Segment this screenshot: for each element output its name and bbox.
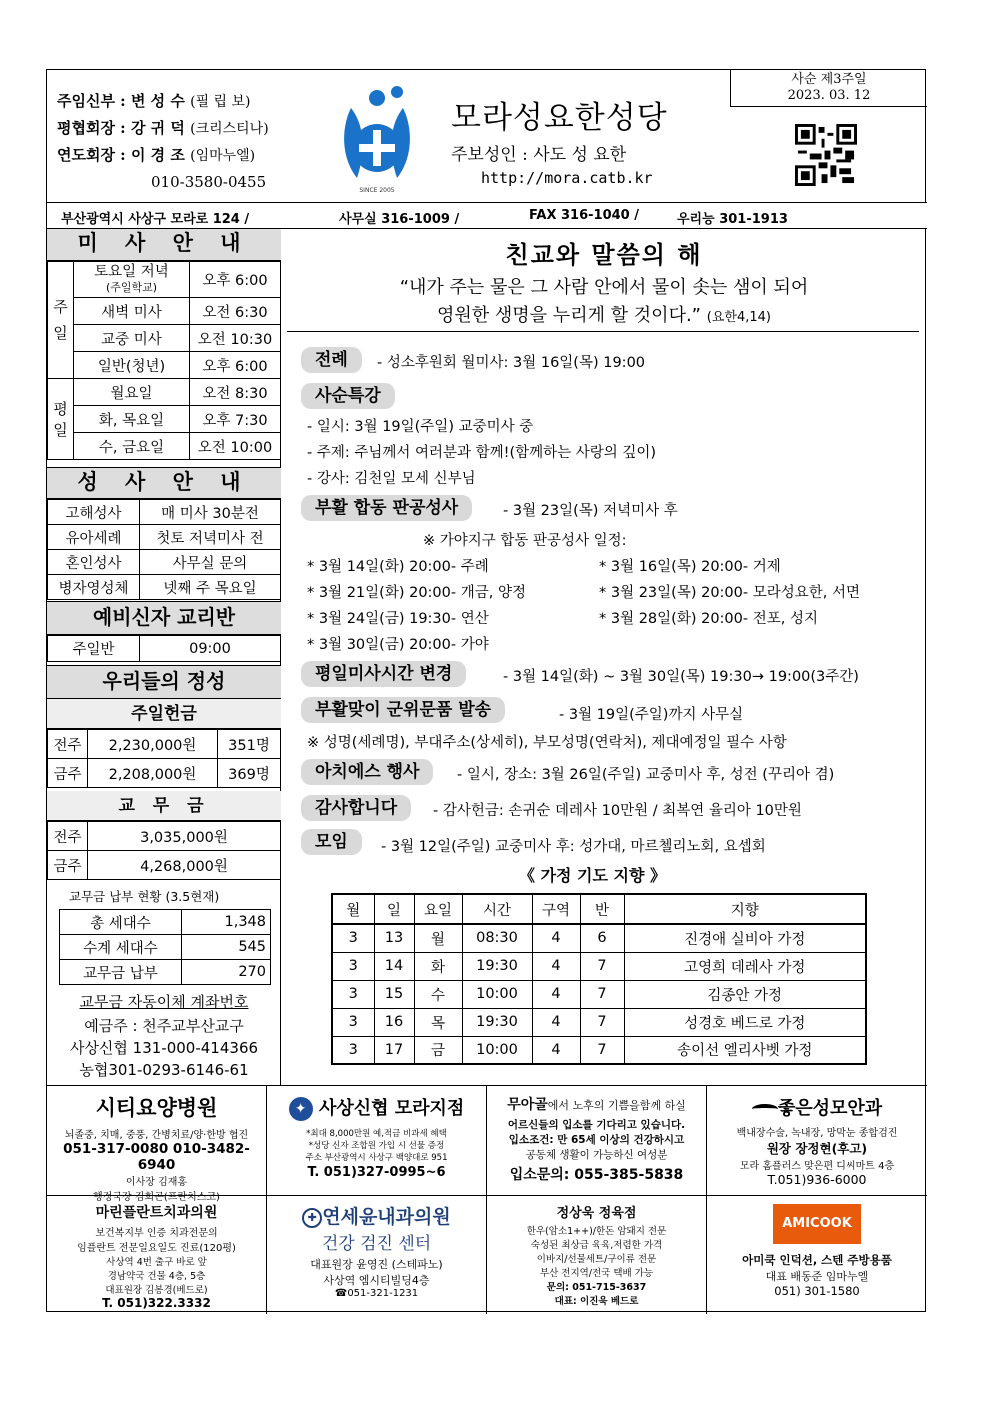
liturgical-week: 사순 제3주일 (791, 72, 867, 87)
section-meeting: 모임 (301, 829, 362, 855)
table-cell: 3 (332, 924, 374, 952)
table-cell: 17 (374, 1036, 414, 1064)
table-cell: 10:00 (462, 1036, 532, 1064)
mass-row: 월요일 (74, 379, 190, 406)
sacrament-name: 혼인성사 (48, 550, 140, 575)
staff-council: 평협회장 : 강 귀 덕 (크리스티나) (57, 119, 269, 137)
ad-credit-union[interactable]: ✦ 사상신협 모라지점 *최대 8,000만원 예,적금 비과세 혜택 *성당 신자 조합원 가입 시 선물 증정 주소 부산광역시 사상구 백양대로 951 T. 051)327-0995~6 (267, 1086, 487, 1195)
sacrament-info: 넷째 주 목요일 (140, 575, 281, 600)
account-title: 교무금 자동이체 계좌번호 (79, 993, 249, 1011)
right-column: 친교와 말씀의 해 “내가 주는 물은 그 사람 안에서 물이 솟는 샘이 되어 영원한 생명을 누리게 할 것이다.” (요한4,14) 전례 - 성소후원회 월미사: 3월 16일(목) 19:00 사순특강 - 일시: 3월 19일(주일) 교중미사 중 - 주제: 주님께서 여러분과 함께!(함께하는 사랑의 깊이) - 강사: 김천일 모세 신부님 부활 합동 판공성사 - 3월 23일(목) 저녁미사 후 ※ 가야지구 합동 판공성사 일정: * 3월 14일(화) 20:00- 주례 * 3월 16일(목) 20:00- 거제 * 3월 21일(화) 20:00- 개금, 양정 * 3월 23일(목) 20:00- 모라성요한, 서면 * 3월 24일(금) 19:30- 연산 * 3월 28일(화) 20:00- 전포, 성지 * 3월 30일(금) 20:00- 가야 평일미사시간 변경 - 3월 14일(화) ~ 3월 30일(목) 19:30→ 19:00(3주간) 부활맞이 군위문품 발송 - 3월 19일(주일)까지 사무실 ※ 성명(세례명), 부대주소(상세히), 부모성명(연락처), 제대예정일 필수 사항 아치에스 행사 - 일시, 장소: 3월 26일(주일) 교중미사 후, 성전 (꾸리아 겸) 감사합니다 - 감사헌금: 손귀순 데레사 10만원 / 최복연 율리아 10만원 모임 - 3월 12일(주일) 교중미사 후: 성가대, 마르첼리노회, 요셉회 《 가정 기도 지향 》 월 일 요일 시간 구역 반 지향 3 13 월 08:30 4 6 진경애 실비아 가정 3 14 화 19:30 4 7 고영희 데레사 가정 3 15 수 10:00 4 7 김종안 가정 3 16 목 19:30 4 7 성경호 베드로 가정 3 17 금 10:00 4 7 송이선 엘리사벳 가정 (281, 229, 927, 1085)
table-row (332, 924, 866, 952)
sacrament-name: 고해성사 (48, 500, 140, 525)
staff-priest: 주임신부 : 변 성 수 (필 립 보) (57, 92, 251, 110)
bulletin-page (46, 69, 926, 1312)
prayer-table (331, 893, 867, 1065)
fax-number: FAX 316-1040 / (529, 208, 639, 223)
mass-time: 오전 10:30 (190, 325, 281, 352)
mass-time: 오후 6:00 (190, 262, 281, 298)
table-header: 월 일 요일 시간 구역 반 지향 (332, 894, 866, 924)
table-cell: 성경호 베드로 가정 (624, 1008, 866, 1036)
section-lenten-lecture: 사순특강 (301, 383, 395, 409)
table-cell: 19:30 (462, 1008, 532, 1036)
table-cell: 수 (414, 980, 462, 1008)
staff-list (57, 88, 269, 195)
dues-title: 교 무 금 (47, 791, 281, 821)
mass-time: 오후 7:30 (190, 406, 281, 433)
amicook-logo: AMICOOK (773, 1204, 861, 1244)
catechumen-time: 09:00 (140, 636, 281, 662)
mass-time: 오후 6:00 (190, 352, 281, 379)
table-cell: 7 (580, 1036, 624, 1064)
table-cell: 3 (332, 980, 374, 1008)
phone-icon: ☎ (334, 1288, 348, 1299)
clinic-logo-icon: ✚ (302, 1208, 322, 1228)
section-confession: 부활 합동 판공성사 (301, 495, 472, 521)
section-liturgy: 전례 (301, 347, 362, 373)
liturgy-text: - 성소후원회 월미사: 3월 16일(목) 19:00 (377, 355, 646, 371)
confession-note: ※ 가야지구 합동 판공성사 일정: (423, 533, 627, 549)
ad-nursing-home[interactable]: 무아골에서 노후의 기쁨을함께 하실 어르신들의 입소를 기다리고 있습니다. 입소조건: 만 65세 이상의 건강하시고 공동체 생활이 가능하신 여성분 입소문의: 055-385-5838 (487, 1086, 707, 1195)
table-cell: 금 (414, 1036, 462, 1064)
sacrament-title: 성 사 안 내 (47, 467, 281, 499)
credit-union-title: ✦ 사상신협 모라지점 (267, 1094, 486, 1121)
table-cell: 6 (580, 924, 624, 952)
table-cell: 14 (374, 952, 414, 980)
table-cell: 진경애 실비아 가정 (624, 924, 866, 952)
table-cell: 고영희 데레사 가정 (624, 952, 866, 980)
eye-logo-icon (752, 1104, 778, 1114)
table-row (332, 980, 866, 1008)
verse-line-1: “내가 주는 물은 그 사람 안에서 물이 솟는 샘이 되어 (399, 277, 809, 298)
sacrament-info: 사무실 문의 (140, 550, 281, 575)
verse-line-2: 영원한 생명을 누리게 할 것이다.” (요한4,14) (437, 305, 771, 326)
mass-table (47, 261, 281, 460)
bulletin-header (47, 70, 927, 203)
table-cell: 4 (532, 952, 580, 980)
svg-text:SINCE 2005: SINCE 2005 (359, 187, 395, 194)
qr-code-icon[interactable] (795, 124, 857, 186)
table-cell: 4 (532, 1008, 580, 1036)
section-weekday-change: 평일미사시간 변경 (301, 661, 466, 687)
table-cell: 7 (580, 980, 624, 1008)
table-cell: 3 (332, 1036, 374, 1064)
address: 부산광역시 사상구 모라로 124 / (61, 212, 250, 227)
staff-prayer: 연도회장 : 이 경 조 (임마누엘) (57, 146, 256, 164)
section-acies: 아치에스 행사 (301, 759, 433, 785)
table-cell: 7 (580, 952, 624, 980)
mass-title: 미 사 안 내 (47, 229, 281, 261)
mass-time: 오전 6:30 (190, 298, 281, 325)
dues-status-title: 교무금 납부 현황 (3.5현재) (69, 889, 220, 904)
weekday-label: 평일 (48, 379, 74, 460)
bulletin-date: 2023. 03. 12 (787, 88, 871, 103)
credit-union-logo-icon: ✦ (289, 1097, 313, 1121)
ads-section (47, 1085, 927, 1313)
prayer-title: 《 가정 기도 지향 》 (519, 866, 667, 885)
sacrament-name: 유아세례 (48, 525, 140, 550)
sunday-offering-table: 전주 2,230,000원 351명 금주 2,208,000원 369명 (47, 729, 281, 788)
table-row (332, 1008, 866, 1036)
year-title: 친교와 말씀의 해 (505, 240, 703, 269)
table-cell: 4 (532, 1036, 580, 1064)
mass-row: 교중 미사 (74, 325, 190, 352)
left-column (47, 229, 281, 1085)
ad-butcher[interactable]: 정상욱 정육점 한우(암소1++)/한돈 암돼지 전문 숙성된 최상급 육육,저렴한 가격 이바지/선물세트/구이류 전문 부산 전지역/전국 택배 가능 문의: 051-715-3637 대표: 이진욱 베드로 (487, 1196, 707, 1314)
mass-row: 새벽 미사 (74, 298, 190, 325)
church-name: 모라성요한성당 (451, 100, 668, 136)
table-cell: 목 (414, 1008, 462, 1036)
table-cell: 화 (414, 952, 462, 980)
catechumen-label: 주일반 (48, 636, 140, 662)
office-phone: 사무실 316-1009 / (339, 212, 460, 227)
section-thanks: 감사합니다 (301, 795, 411, 821)
table-row (332, 952, 866, 980)
ad-eye-clinic[interactable]: 좋은성모안과 백내장수술, 녹내장, 망막눈 종합검진 원장 장정현(후고) 모라 홈플러스 맞은편 디씨마트 4층 T.051)936-6000 (736, 1098, 898, 1187)
table-cell: 7 (580, 1008, 624, 1036)
church-logo (337, 78, 417, 198)
date-box (730, 70, 927, 107)
sacrament-info: 첫토 저녁미사 전 (140, 525, 281, 550)
table-cell: 19:30 (462, 952, 532, 980)
sunday-offering-title: 주일헌금 (47, 699, 281, 729)
catechumen-table (47, 635, 281, 662)
table-cell: 3 (332, 952, 374, 980)
dues-status-table: 총 세대수 1,348 수계 세대수 545 교무금 납부 270 (59, 909, 271, 985)
zip-code: 우리능 301-1913 (677, 212, 788, 227)
mass-time: 오전 8:30 (190, 379, 281, 406)
offering-title: 우리들의 정성 (47, 665, 281, 699)
table-cell: 3 (332, 1008, 374, 1036)
sacrament-name: 병자영성체 (48, 575, 140, 600)
sacrament-info: 매 미사 30분전 (140, 500, 281, 525)
mass-row: 수, 금요일 (74, 433, 190, 460)
church-url[interactable]: http://mora.catb.kr (481, 169, 653, 187)
table-cell: 10:00 (462, 980, 532, 1008)
mass-row: 일반(청년) (74, 352, 190, 379)
table-cell: 15 (374, 980, 414, 1008)
section-easter-gift: 부활맞이 군위문품 발송 (301, 697, 505, 723)
address-bar (47, 203, 927, 229)
table-cell: 4 (532, 980, 580, 1008)
catechumen-title: 예비신자 교리반 (47, 601, 281, 635)
sunday-label: 주일 (48, 262, 74, 379)
mass-time: 오전 10:00 (190, 433, 281, 460)
ad-amicook[interactable]: AMICOOK 아미쿡 인덕션, 스텐 주방용품 대표 배동준 임마누엘 051) 301-1580 (707, 1196, 927, 1314)
table-cell: 월 (414, 924, 462, 952)
sacrament-table (47, 499, 281, 600)
mass-row: 토요일 저녁 (주일학교) (74, 262, 190, 298)
staff-phone: 010-3580-0455 (151, 173, 267, 191)
table-row (332, 1036, 866, 1064)
divider (287, 331, 919, 332)
ad-internal-medicine[interactable]: ✚ 연세윤내과의원 건강 검진 센터 대표원장 윤영진 (스테파노) 사상역 엠시티빌딩4층 ☎051-321-1231 (267, 1196, 487, 1314)
table-cell: 4 (532, 924, 580, 952)
mass-row: 화, 목요일 (74, 406, 190, 433)
patron-saint: 주보성인 : 사도 성 요한 (451, 145, 627, 165)
account-list: 예금주 : 천주교부산교구 사상신협 131-000-414366 농협301-0293-6146-61 (69, 1017, 259, 1079)
ad-city-hospital[interactable]: 시티요양병원 뇌졸중, 치매, 중풍, 간병치료/양·한방 협진 051-317-0080 010-3482-6940 이사장 김재홍 행정국장 김희곤(프란치스코) (47, 1086, 267, 1195)
ad-dental-clinic[interactable]: 마린플란트치과의원 보건복지부 인증 치과전문의 임플란트 전문일요일도 진료(120평) 사상역 4번 출구 바로 앞 경남약국 건물 4층, 5층 대표원장 김봉경(베드로) T. 051)322.3332 (47, 1196, 267, 1314)
dues-table: 전주 3,035,000원 금주 4,268,000원 (47, 821, 281, 880)
table-cell: 16 (374, 1008, 414, 1036)
table-cell: 08:30 (462, 924, 532, 952)
table-cell: 13 (374, 924, 414, 952)
table-cell: 송이선 엘리사벳 가정 (624, 1036, 866, 1064)
table-cell: 김종안 가정 (624, 980, 866, 1008)
